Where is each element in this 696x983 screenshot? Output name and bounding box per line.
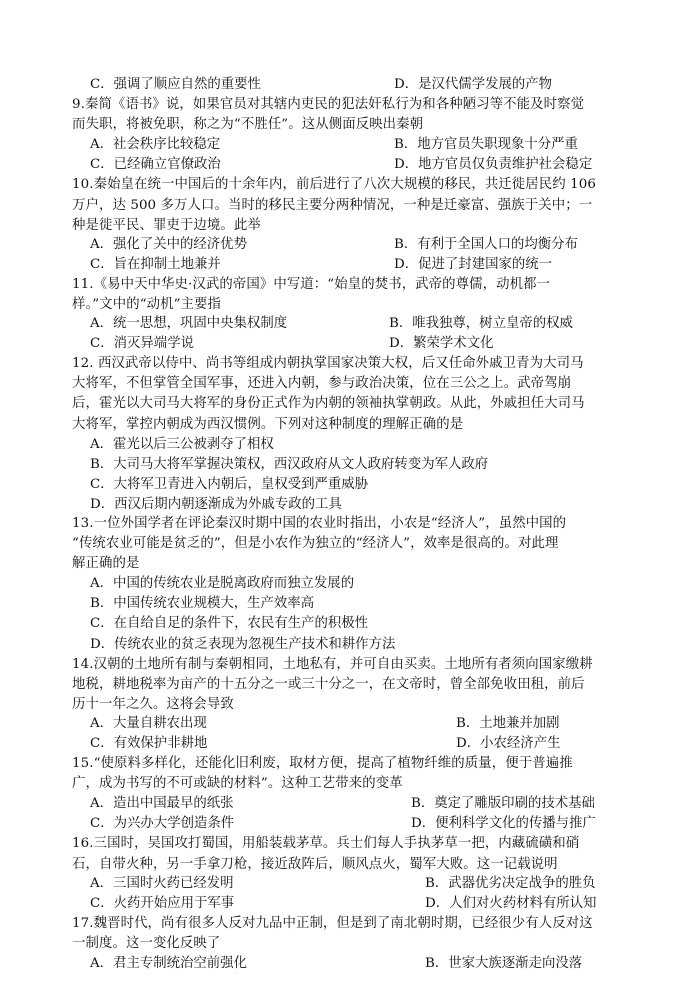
option-a: A．造出中国最早的纸张 xyxy=(90,796,234,812)
question-14-stem: 历十一年之久。这将会导致 xyxy=(72,696,234,712)
option-d: D．小农经济产生 xyxy=(456,736,561,751)
question-13-stem: 13.一位外国学者在评论秦汉时期中国的农业时指出，小农是“经济人”，虽然中国的 xyxy=(72,516,567,532)
question-12-stem: 大将军，掌控内朝成为西汉惯例。下列对这种制度的理解正确的是 xyxy=(72,416,464,432)
question-15-stem: 广，成为书写的不可或缺的材料”。这种工艺带来的变革 xyxy=(72,776,403,792)
question-10-stem: 种是徙平民、罪吏于边境。此举 xyxy=(72,217,261,233)
question-15-stem: 15.“使原料多样化，还能化旧利废，取材方便，提高了植物纤维的质量，便于普遍推 xyxy=(72,756,573,772)
question-17-stem: 一制度。这一变化反映了 xyxy=(72,935,221,951)
option-d: D．繁荣学术文化 xyxy=(389,336,494,352)
option-c: C．旨在抑制土地兼并 xyxy=(90,256,221,272)
option-b: B．地方官员失职现象十分严重 xyxy=(394,137,578,153)
option-a: A．三国时火药已经发明 xyxy=(90,875,234,891)
option-a: A．中国的传统农业是脱离政府而独立发展的 xyxy=(90,576,355,592)
option-c: C．有效保护非耕地 xyxy=(90,736,208,751)
option-a: A．统一思想，巩固中央集权制度 xyxy=(90,316,288,332)
option-b: B．唯我独尊，树立皇帝的权威 xyxy=(389,316,573,332)
option-a: A．君主专制统治空前强化 xyxy=(90,956,247,971)
question-12-stem: 大将军，不但掌管全国军事，还进入内朝，参与政治决策，位在三公之上。武帝驾崩 xyxy=(72,376,572,392)
question-11-stem: 11.《易中天中华史·汉武的帝国》中写道：“始皇的焚书，武帝的尊儒，动机都一 xyxy=(72,276,551,292)
option-d: D．是汉代儒学发展的产物 xyxy=(394,77,553,92)
option-d: D．便利科学文化的传播与推广 xyxy=(411,816,596,832)
question-11-stem: 样。”文中的“动机”主要指 xyxy=(72,296,222,312)
question-16-stem: 16.三国时，吴国攻打蜀国，用船装载茅草。兵士们每人手执茅草一把，内藏硫磺和硝 xyxy=(72,836,580,852)
question-17-stem: 17.魏晋时代，尚有很多人反对九品中正制，但是到了南北朝时期，已经很少有人反对这 xyxy=(72,915,593,931)
option-d: D．传统农业的贫乏表现为忽视生产技术和耕作方法 xyxy=(90,636,396,652)
question-9-stem: 9.秦简《语书》说，如果官员对其辖内吏民的犯法奸私行为和各种陋习等不能及时察觉 xyxy=(72,97,585,113)
option-d: D．促进了封建国家的统一 xyxy=(394,256,553,272)
option-a: A．强化了关中的经济优势 xyxy=(90,236,247,252)
question-13-stem: “传统农业可能是贫乏的”，但是小农作为独立的“经济人”，效率是很高的。对此理 xyxy=(72,536,559,552)
question-12-stem: 12. 西汉武帝以侍中、尚书等组成内朝执掌国家决策大权，后又任命外戚卫青为大司马 xyxy=(72,356,584,372)
option-b: B．武器优劣决定战争的胜负 xyxy=(425,875,596,891)
question-16-stem: 石，自带火种，另一手拿刀枪，接近敌阵后，顺风点火，蜀军大败。这一记载说明 xyxy=(72,856,558,872)
question-10-stem: 10.秦始皇在统一中国后的十余年内，前后进行了八次大规模的移民，共迁徙居民约 106 xyxy=(72,177,596,193)
question-14-stem: 地税，耕地税率为亩产的十五分之一或三十分之一，在文帝时，曾全部免收田租，前后 xyxy=(72,676,585,692)
question-10-stem: 万户，达 500 多万人口。当时的移民主要分两种情况，一种是迁豪富、强族于关中；一 xyxy=(72,197,593,213)
question-13-stem: 解正确的是 xyxy=(72,556,140,572)
option-c: C．为兴办大学创造条件 xyxy=(90,816,235,832)
question-14-stem: 14.汉朝的土地所有制与秦朝相同，土地私有，并可自由买卖。土地所有者须向国家缴耕 xyxy=(72,656,593,672)
option-c: C．大将军卫青进入内朝后，皇权受到严重威胁 xyxy=(90,476,369,492)
option-c: C．已经确立官僚政治 xyxy=(90,157,221,173)
option-c: C．在自给自足的条件下，农民有生产的积极性 xyxy=(90,616,369,632)
option-d: D．人们对火药材料有所认知 xyxy=(425,895,597,911)
option-b: B．有利于全国人口的均衡分布 xyxy=(394,236,578,252)
option-b: B．中国传统农业规模大，生产效率高 xyxy=(90,596,315,612)
question-12-stem: 后，霍光以大司马大将军的身份正式作为内朝的领袖执掌朝政。从此，外戚担任大司马 xyxy=(72,396,585,412)
option-b: B．奠定了雕版印刷的技术基础 xyxy=(411,796,595,812)
option-a: A．大量自耕农出现 xyxy=(90,715,207,731)
question-9-stem: 而失职，将被免职，称之为“不胜任”。这从侧面反映出秦朝 xyxy=(72,117,424,133)
option-d: D．地方官员仅负责维护社会稳定 xyxy=(394,157,593,173)
option-a: A．霍光以后三公被剥夺了相权 xyxy=(90,436,274,452)
option-a: A．社会秩序比较稳定 xyxy=(90,137,221,153)
option-b: B．土地兼并加剧 xyxy=(456,715,560,731)
option-b: B．大司马大将军掌握决策权，西汉政府从文人政府转变为军人政府 xyxy=(90,456,489,472)
option-c: C．火药开始应用于军事 xyxy=(90,895,235,911)
option-c: C．消灭异端学说 xyxy=(90,336,194,352)
option-d: D．西汉后期内朝逐渐成为外戚专政的工具 xyxy=(90,496,342,512)
option-c: C．强调了顺应自然的重要性 xyxy=(90,77,261,92)
option-b: B．世家大族逐渐走向没落 xyxy=(425,956,583,971)
